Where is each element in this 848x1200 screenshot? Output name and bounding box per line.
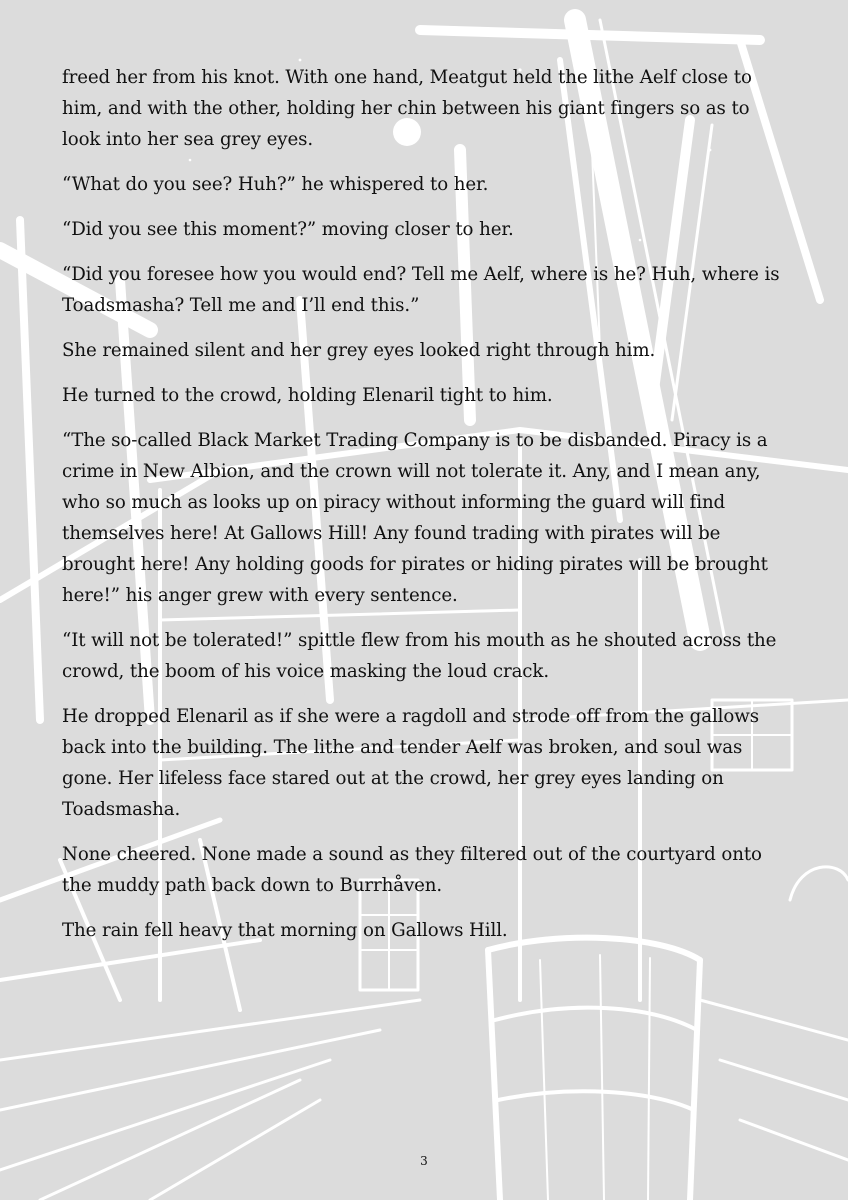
page-number: 3 <box>420 1154 428 1168</box>
paragraph: The rain fell heavy that morning on Gallows Hill. <box>62 920 508 941</box>
paragraph: He turned to the crowd, holding Elenaril tight to him. <box>62 385 553 406</box>
paragraph: None cheered. None made a sound as they filtered out of the courtyard onto the muddy path back down to Burrhåven. <box>62 844 762 896</box>
paragraph: “It will not be tolerated!” spittle flew from his mouth as he shouted across the crowd, the boom of his voice masking the loud crack. <box>62 630 777 682</box>
paragraph: He dropped Elenaril as if she were a ragdoll and strode off from the gallows back into the building. The lithe and tender Aelf was broken, and soul was gone. Her lifeless face stared out at the crowd, her grey eyes landing on Toadsmasha. <box>62 706 759 820</box>
paragraph: “The so-called Black Market Trading Company is to be disbanded. Piracy is a crime in New Albion, and the crown will not tolerate it. Any, and I mean any, who so much as looks up on piracy without informing the guard will find themselves here! At Gallows Hill! Any found trading with pirates will be brought here! Any holding goods for pirates or hiding pirates will be brought here!” his anger grew with every sentence. <box>62 430 768 606</box>
paragraph: “Did you foresee how you would end? Tell me Aelf, where is he? Huh, where is Toadsmasha? Tell me and I’ll end this.” <box>62 264 780 316</box>
paragraph: “What do you see? Huh?” he whispered to her. <box>62 174 489 195</box>
paragraph: “Did you see this moment?” moving closer to her. <box>62 219 514 240</box>
paragraph: She remained silent and her grey eyes looked right through him. <box>62 340 656 361</box>
story-text <box>62 62 792 960</box>
paragraph: freed her from his knot. With one hand, Meatgut held the lithe Aelf close to him, and with the other, holding her chin between his giant fingers so as to look into her sea grey eyes. <box>62 67 752 150</box>
